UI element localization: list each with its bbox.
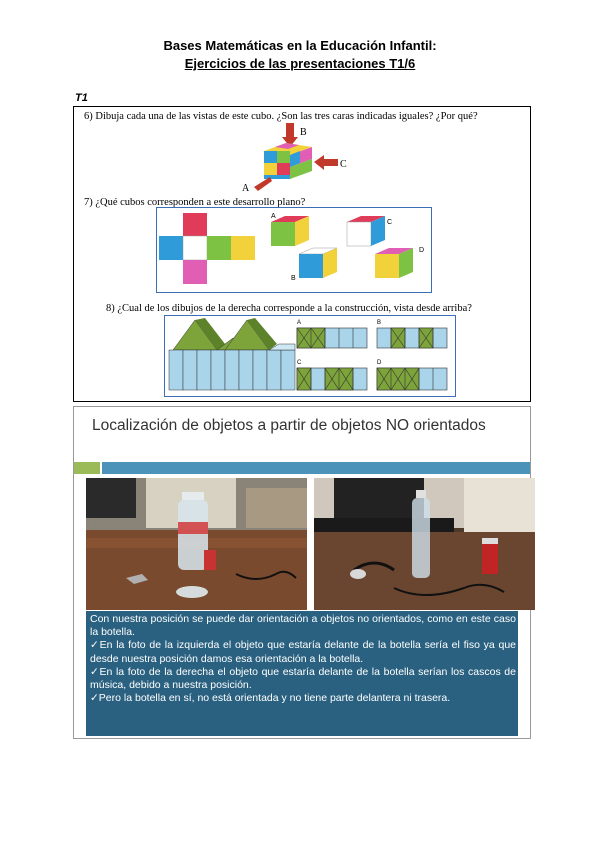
question-7: 7) ¿Qué cubos corresponden a este desarrollo plano? (84, 197, 306, 208)
svg-text:D: D (377, 360, 382, 366)
question-6: 6) Dibuja cada una de las vistas de este cubo. ¿Son las tres caras indicadas iguales? ¿Por qué? (84, 111, 478, 122)
accent-bar-green (74, 462, 100, 474)
svg-text:C: C (297, 360, 302, 366)
explanation-paragraph: ✓En la foto de la izquierda el objeto que estaría delante de la botella sería el fiso ya que desde nuestra posición damos esa orientación a la botella. (90, 639, 516, 665)
slide-panel (73, 406, 531, 739)
label-a: A (242, 183, 250, 194)
accent-bar-blue (102, 462, 530, 474)
explanation-paragraph: ✓Pero la botella en sí, no está orientada y no tiene parte delantera ni trasera. (90, 692, 451, 705)
document-title: Bases Matemáticas en la Educación Infantil: (163, 38, 437, 53)
slide-title: Localización de objetos a partir de objetos NO orientados (92, 417, 486, 434)
photo-right (314, 478, 535, 610)
section-tag: T1 (75, 92, 88, 104)
label-c: C (340, 159, 347, 170)
document-subtitle: Ejercicios de las presentaciones T1/6 (184, 56, 416, 71)
svg-text:A: A (297, 320, 302, 326)
cube-net-figure (156, 207, 432, 293)
svg-text:A: A (271, 213, 276, 220)
explanation-paragraph: Con nuestra posición se puede dar orientación a objetos no orientados, como en este caso la botella. (90, 613, 516, 639)
svg-text:B: B (291, 275, 296, 282)
label-b: B (300, 127, 307, 138)
explanation-paragraph: ✓En la foto de la derecha el objeto que estaría delante de la botella serían los cascos de música, debido a nuestra posición. (90, 665, 516, 692)
svg-text:D: D (419, 247, 425, 254)
svg-text:C: C (387, 219, 393, 226)
exercises-panel (73, 106, 531, 402)
cube-views-figure (234, 121, 364, 197)
question-8: 8) ¿Cual de los dibujos de la derecha corresponde a la construcción, vista desde arriba? (106, 303, 472, 314)
svg-text:B: B (377, 320, 382, 326)
photo-left (86, 478, 307, 610)
construction-figure (164, 315, 456, 397)
explanation-text (86, 611, 518, 736)
